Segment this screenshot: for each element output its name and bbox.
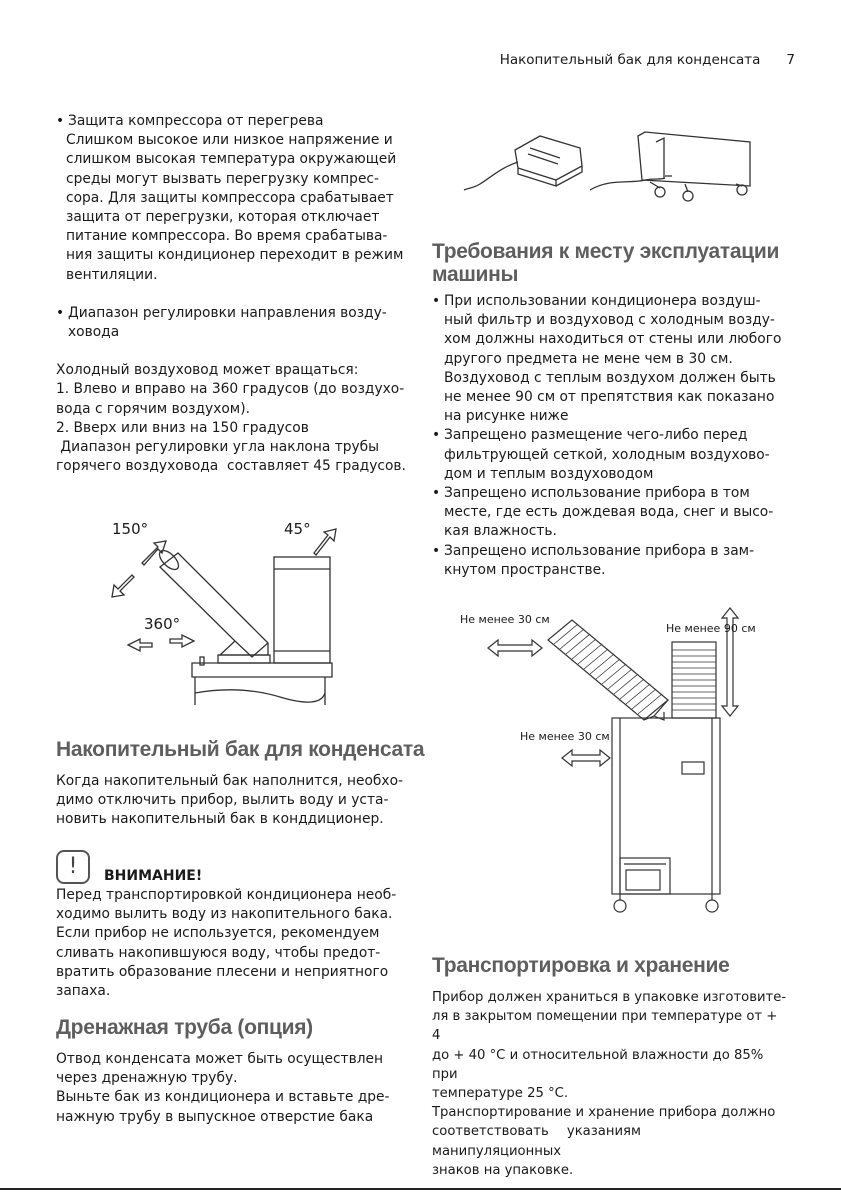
drain-hose-diagram bbox=[460, 128, 760, 208]
text-line: вентиляции. bbox=[66, 266, 158, 283]
text-line: температуре 25 °С. bbox=[432, 1086, 569, 1102]
text-line: 1. Влево и вправо на 360 градусов (до воздухо- bbox=[56, 381, 405, 398]
text-line: сливать накопившуюся воду, чтобы предот- bbox=[56, 944, 381, 961]
duct-rotation-diagram bbox=[100, 515, 360, 710]
text-line: Если прибор не используется, рекомендуем bbox=[56, 925, 380, 942]
text-line: кнутом пространстве. bbox=[444, 561, 606, 578]
left-column-top bbox=[56, 112, 416, 476]
text-line: Отвод конденсата может быть осуществлен bbox=[56, 1051, 384, 1067]
text-line: фильтрующей сеткой, холодным воздухово- bbox=[444, 446, 770, 463]
requirements-heading bbox=[432, 240, 779, 286]
text-line: питание компрессора. Во время срабатыва- bbox=[66, 228, 388, 245]
text-line: димо отключить прибор, вылить воду и уста- bbox=[56, 792, 389, 809]
text-line: защита от перегрузки, которая отключает bbox=[66, 209, 380, 226]
text-line: горячего воздуховода составляет 45 градусов. bbox=[56, 458, 406, 475]
page-number: 7 bbox=[786, 52, 795, 68]
text-line: среды могут вызвать перегрузку компрес- bbox=[66, 170, 379, 187]
text-line: дом и теплым воздуховодом bbox=[444, 465, 654, 482]
text-line: Выньте бак из кондиционера и вставьте дре- bbox=[56, 1089, 390, 1106]
text-line: хом должны находиться от стены или любого bbox=[444, 331, 782, 348]
text-line: на рисунке ниже bbox=[444, 408, 569, 425]
req-bullet-line: • Запрещено использование прибора в зам- bbox=[432, 542, 802, 561]
clearance-diagram bbox=[440, 600, 770, 920]
text-line: Прибор должен храниться в упаковке изготовите- bbox=[432, 990, 787, 1005]
clearance-label-top-right: Не менее 90 см bbox=[666, 622, 756, 635]
duct-rotation-figure bbox=[100, 515, 360, 710]
bullet-compressor-body bbox=[56, 131, 416, 285]
req-bullet-line: • Запрещено размещение чего-либо перед bbox=[432, 426, 802, 445]
angle-45-label: 45° bbox=[284, 520, 311, 538]
tank-heading: Накопительный бак для конденсата bbox=[56, 738, 425, 761]
text-line: знаков на упаковке. bbox=[432, 1162, 574, 1178]
text-line: месте, где есть дождевая вода, снег и высо- bbox=[444, 504, 774, 521]
transport-text bbox=[432, 988, 787, 1180]
text-line: Слишком высокое или низкое напряжение и bbox=[66, 132, 393, 149]
text-line: не менее 90 см от препятствия как показано bbox=[444, 389, 775, 406]
angle-150-label: 150° bbox=[112, 520, 149, 538]
clearance-label-top-left: Не менее 30 см bbox=[460, 613, 550, 626]
text-line: Холодный воздуховод может вращаться: bbox=[56, 362, 359, 379]
requirements-heading-line2: машины bbox=[432, 263, 519, 286]
text-line: ный фильтр и воздуховод с холодным возду- bbox=[444, 312, 775, 329]
tank-text bbox=[56, 772, 416, 830]
text-line: до + 40 °С и относительной влажности до 85% при bbox=[432, 1047, 764, 1082]
warning-text bbox=[56, 886, 416, 1001]
angle-360-label: 360° bbox=[144, 615, 181, 633]
req-bullet-line: • Запрещено использование прибора в том bbox=[432, 484, 802, 503]
text-line: через дренажную трубу. bbox=[56, 1070, 238, 1087]
page-bottom-rule bbox=[0, 1188, 841, 1190]
text-line: Перед транспортировкой кондиционера необ- bbox=[56, 887, 397, 903]
drain-hose-figure bbox=[460, 128, 760, 208]
text-line: новить накопительный бак в конддиционер. bbox=[56, 811, 384, 828]
text-line: Когда накопительный бак наполнится, необхо- bbox=[56, 773, 404, 789]
text-line: запаха. bbox=[56, 983, 111, 1000]
requirements-list bbox=[432, 292, 802, 580]
text-line: нажную трубу в выпускное отверстие бака bbox=[56, 1108, 374, 1125]
page-header bbox=[500, 52, 795, 68]
requirements-heading-line1: Требования к месту эксплуатации bbox=[432, 240, 780, 263]
text-line: ходимо вылить воду из накопительного бака. bbox=[56, 906, 393, 923]
text-line: ния защиты кондиционер переходит в режим bbox=[66, 247, 404, 264]
clearance-label-mid: Не менее 30 см bbox=[520, 730, 610, 743]
text-line: вратить образование плесени и неприятного bbox=[56, 963, 389, 980]
req-bullet-line: • При использовании кондиционера воздуш- bbox=[432, 292, 802, 311]
drain-text bbox=[56, 1050, 416, 1127]
warning-icon: ! bbox=[56, 850, 90, 884]
text-line: соответствовать указаниям манипуляционных bbox=[432, 1124, 641, 1159]
bullet-duct-range: • Диапазон регулировки направления возду- bbox=[56, 304, 416, 323]
running-title: Накопительный бак для конденсата bbox=[499, 52, 761, 68]
text-line: ховода bbox=[68, 324, 120, 341]
transport-heading: Транспортировка и хранение bbox=[432, 954, 730, 977]
text-line: Диапазон регулировки угла наклона трубы bbox=[56, 439, 380, 456]
text-line: ля в закрытом помещении при температуре от + 4 bbox=[432, 1009, 778, 1044]
drain-heading: Дренажная труба (опция) bbox=[56, 1016, 313, 1039]
text-line: вода с горячим воздухом). bbox=[56, 400, 250, 417]
text-line: Воздуховод с теплым воздухом должен быть bbox=[444, 369, 776, 386]
text-line: другого предмета не мене чем в 30 см. bbox=[444, 350, 733, 367]
text-line: Транспортирование и хранение прибора должно bbox=[432, 1105, 776, 1121]
warning-title: ВНИМАНИЕ! bbox=[104, 868, 203, 884]
text-line: слишком высокая температура окружающей bbox=[66, 151, 397, 168]
text-line: сора. Для защиты компрессора срабатывает bbox=[66, 189, 394, 206]
clearance-figure bbox=[440, 600, 770, 920]
text-line: кая влажность. bbox=[444, 523, 557, 540]
text-line: 2. Вверх или вниз на 150 градусов bbox=[56, 419, 309, 436]
bullet-compressor-title: • Защита компрессора от перегрева bbox=[56, 112, 416, 131]
